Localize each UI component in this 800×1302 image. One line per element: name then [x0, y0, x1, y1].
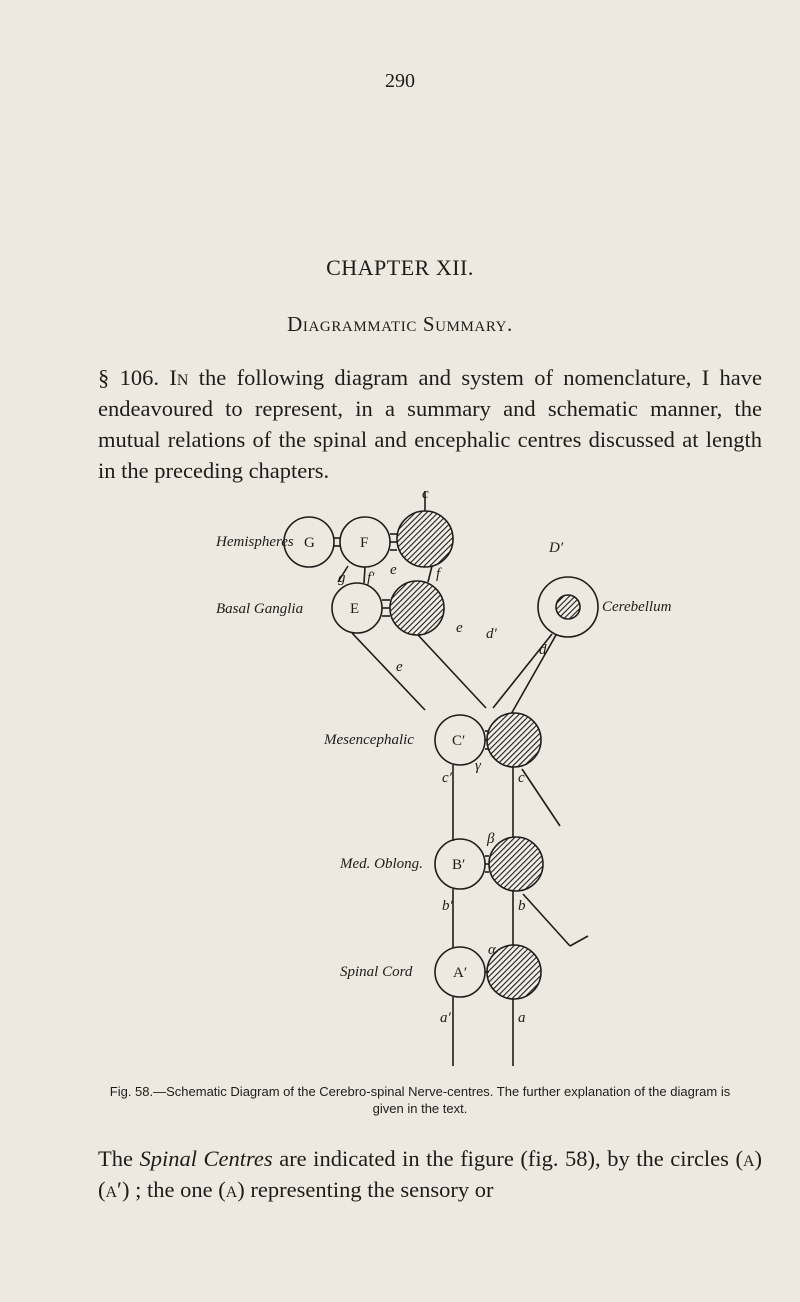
line-label-e: e [390, 562, 397, 578]
line-label-b: b [518, 898, 526, 914]
section-marker: § 106. [98, 365, 159, 390]
chapter-subtitle: Diagrammatic Summary. [287, 312, 513, 336]
closing-lead: The [98, 1146, 140, 1171]
schematic-diagram [0, 486, 800, 1066]
label-spinal-cord: Spinal Cord [340, 964, 413, 980]
closing-italic: Spinal Centres [139, 1146, 273, 1171]
closing-paragraph [98, 1143, 762, 1205]
line-label-c: c [518, 770, 525, 786]
closing-a2: a′ [105, 1177, 122, 1202]
intro-paragraph [98, 362, 762, 486]
label-med-oblong: Med. Oblong. [340, 856, 423, 872]
circle-D [556, 595, 580, 619]
circle-hatched-top [397, 511, 453, 567]
closing-tail: ) representing the sensory or [237, 1177, 494, 1202]
line-label-f: f [436, 566, 441, 582]
circle-B [489, 837, 543, 891]
line-label-D-prime: D′ [549, 540, 564, 556]
chapter-title: CHAPTER XII. [326, 255, 474, 280]
circle-C [487, 713, 541, 767]
figure-caption: Fig. 58.—Schematic Diagram of the Cerebro-spinal Nerve-centres. The further explanation of the diagram is given in the text. [109, 1084, 731, 1116]
line-label-alpha: α [488, 942, 496, 958]
closing-a3: a [225, 1177, 238, 1202]
line-label-d: d [539, 642, 547, 658]
label-F: F [360, 535, 369, 551]
label-cerebellum: Cerebellum [602, 599, 672, 615]
line-label-b-prime: b′ [442, 898, 453, 914]
intro-text: the following diagram and system of nomenclature, I have endeavoured to represent, in a summary and schematic manner, the mutual relations of the spinal and encephalic centres discussed at length in the preceding chapters. [98, 365, 763, 483]
page-number: 290 [385, 70, 415, 92]
label-basal-ganglia: Basal Ganglia [216, 601, 304, 617]
line-label-beta: β [487, 831, 495, 847]
line-label-a-prime: a′ [440, 1010, 451, 1026]
figure-58 [0, 486, 800, 1066]
label-mesencephalic: Mesencephalic [324, 732, 414, 748]
line-label-g: g [338, 570, 346, 586]
closing-rest: are indicated in the figure (fig. 58), by the circles ( [272, 1146, 743, 1171]
line-label-top-c: c [422, 486, 429, 502]
line-label-gamma: γ [475, 758, 481, 774]
label-B-prime: B′ [452, 857, 466, 873]
line-label-f-prime: f′ [367, 570, 375, 586]
line-label-c-prime: c′ [442, 770, 452, 786]
line-label-d-prime: d′ [486, 626, 497, 642]
label-C-prime: C′ [452, 733, 466, 749]
line-label-a: a [518, 1010, 526, 1026]
line-label-e-side: e [396, 659, 403, 675]
circle-E [390, 581, 444, 635]
intro-lead-word: In [169, 365, 189, 390]
closing-mid2: ) ; the one ( [121, 1177, 226, 1202]
label-A-prime: A′ [453, 965, 468, 981]
line-label-e-low: e [456, 620, 463, 636]
closing-mid1: ) ( [98, 1146, 762, 1202]
label-hemispheres: Hemispheres [216, 534, 294, 550]
closing-a1: a [742, 1146, 755, 1171]
label-E-prime: E [350, 601, 360, 617]
label-G: G [304, 535, 315, 551]
